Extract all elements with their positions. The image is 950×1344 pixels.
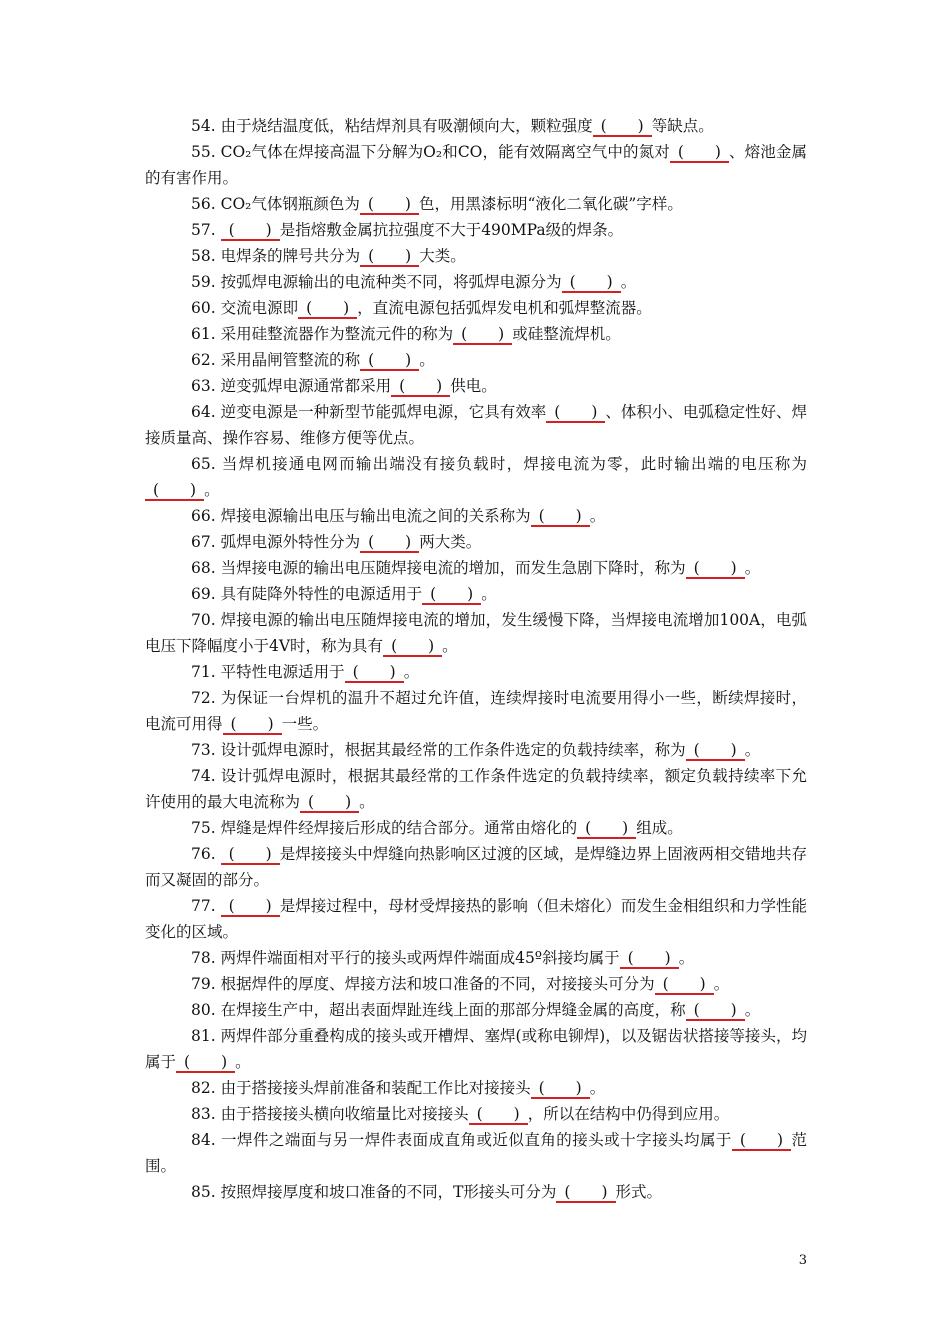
question-item [145,217,807,243]
question-item [145,971,807,997]
question-item [145,191,807,217]
question-text: 平特性电源适用于 [220,663,345,681]
answer-blank: ( ) [556,1179,615,1205]
answer-blank: ( ) [620,945,679,971]
question-text: 交流电源即 [220,299,299,317]
answer-blank: ( ) [531,503,590,529]
question-number: 72. [191,689,221,707]
answer-blank: ( ) [345,659,404,685]
question-text: 一些。 [281,715,329,733]
question-item [145,243,807,269]
question-text: 具有陡降外特性的电源适用于 [220,585,423,603]
answer-blank: ( ) [546,399,605,425]
question-text: 范围。 [145,1131,807,1175]
question-number: 63. [191,377,221,395]
answer-blank: ( ) [298,295,357,321]
answer-blank: ( ) [221,217,280,243]
question-text: CO₂气体钢瓶颜色为 [220,195,360,213]
question-text: 是指熔敷金属抗拉强度不大于490MPa级的焊条。 [279,221,624,239]
question-text: 、熔池金属的有害作用。 [145,143,807,187]
answer-blank: ( ) [223,711,282,737]
question-number: 60. [191,299,221,317]
question-list [145,113,807,1205]
question-number: 55. [191,143,221,161]
question-text: 。 [744,741,761,759]
question-item [145,841,807,893]
question-text: 设计弧焊电源时，根据其最经常的工作条件选定的负载持续率，称为 [220,741,686,759]
question-number: 76. [191,845,221,863]
question-item [145,451,807,503]
question-number: 79. [191,975,221,993]
answer-blank: ( ) [145,477,204,503]
question-item [145,659,807,685]
question-text: 形式。 [615,1183,663,1201]
question-text: 由于搭接接头焊前准备和装配工作比对接接头 [220,1079,531,1097]
question-text: 当焊接电源的输出电压随焊接电流的增加，而发生急剧下降时，称为 [220,559,686,577]
question-text: 。 [678,949,695,967]
question-text: 。 [442,637,458,655]
question-text: 。 [235,1053,251,1071]
question-text: 或硅整流焊机。 [512,325,621,343]
question-text: 电焊条的牌号共分为 [220,247,361,265]
question-text: 。 [204,481,220,499]
answer-blank: ( ) [383,633,442,659]
question-number: 75. [191,819,221,837]
question-number: 67. [191,533,221,551]
question-text: 采用晶闸管整流的称 [220,351,361,369]
question-number: 78. [191,949,221,967]
answer-blank: ( ) [360,529,419,555]
question-text: CO₂气体在焊接高温下分解为O₂和CO，能有效隔离空气中的氮对 [220,143,670,161]
question-text: 是焊接接头中焊缝向热影响区过渡的区域，是焊缝边界上固液两相交错地共存而又凝固的部分。 [145,845,807,889]
question-text: 在焊接生产中，超出表面焊趾连线上面的那部分焊缝金属的高度，称 [220,1001,686,1019]
answer-blank: ( ) [453,321,512,347]
question-text: 为保证一台焊机的温升不超过允许值，连续焊接时电流要用得小一些，断续焊接时，电流可用得 [145,689,807,733]
question-text: 。 [481,585,497,603]
question-number: 66. [191,507,221,525]
question-number: 57. [191,221,221,239]
question-text: 焊接电源的输出电压随焊接电流的增加，发生缓慢下降，当焊接电流增加100A，电弧电压下降幅度小于4V时，称为具有 [145,611,807,655]
question-text: 是焊接过程中，母材受焊接热的影响（但未熔化）而发生金相组织和力学性能变化的区域。 [145,897,807,941]
question-text: 。 [620,273,637,291]
question-text: 按弧焊电源输出的电流种类不同，将弧焊电源分为 [220,273,562,291]
question-text: 。 [359,793,375,811]
question-item [145,997,807,1023]
question-text: 由于烧结温度低，粘结焊剂具有吸潮倾向大，颗粒强度 [220,117,593,135]
question-item [145,945,807,971]
question-text: 色，用黑漆标明“液化二氧化碳”字样。 [418,195,683,213]
answer-blank: ( ) [593,113,652,139]
question-number: 58. [191,247,221,265]
question-text: 逆变弧焊电源通常都采用 [220,377,392,395]
question-text: 。 [744,559,761,577]
question-text: 。 [744,1001,761,1019]
question-text: 。 [589,1079,606,1097]
question-text: 。 [403,663,420,681]
question-text: 。 [419,351,435,369]
question-number: 61. [191,325,221,343]
question-item [145,607,807,659]
question-item [145,893,807,945]
question-item [145,555,807,581]
question-text: 逆变电源是一种新型节能弧焊电源，它具有效率 [220,403,547,421]
question-number: 73. [191,741,221,759]
question-item [145,373,807,399]
question-text: 弧焊电源外特性分为 [220,533,361,551]
question-number: 81. [191,1027,221,1045]
question-number: 54. [191,117,221,135]
question-text: 大类。 [419,247,466,265]
question-number: 80. [191,1001,221,1019]
question-number: 82. [191,1079,221,1097]
question-number: 62. [191,351,221,369]
answer-blank: ( ) [300,789,359,815]
question-number: 69. [191,585,221,603]
answer-blank: ( ) [391,373,450,399]
question-text: 两大类。 [419,533,482,551]
question-item [145,529,807,555]
question-number: 84. [191,1131,221,1149]
question-text: 焊接电源输出电压与输出电流之间的关系称为 [220,507,531,525]
question-number: 85. [191,1183,221,1201]
answer-blank: ( ) [686,555,745,581]
answer-blank: ( ) [670,139,729,165]
question-number: 77. [191,897,221,915]
question-text: 两焊件部分重叠构成的接头或开槽焊、塞焊(或称电铆焊)，以及锯齿状搭接等接头，均属于 [145,1027,807,1071]
question-item [145,763,807,815]
question-number: 59. [191,273,221,291]
answer-blank: ( ) [221,841,280,867]
question-number: 83. [191,1105,221,1123]
question-text: 两焊件端面相对平行的接头或两焊件端面成45º斜接均属于 [220,949,620,967]
answer-blank: ( ) [562,269,621,295]
question-number: 64. [191,403,221,421]
question-text: 组成。 [636,819,683,837]
question-text: 供电。 [450,377,497,395]
question-item [145,1023,807,1075]
answer-blank: ( ) [577,815,636,841]
question-item [145,321,807,347]
question-item [145,1101,807,1127]
question-number: 74. [191,767,221,785]
question-item [145,1127,807,1179]
question-text: 当焊机接通电网而输出端没有接负载时，焊接电流为零，此时输出端的电压称为 [220,455,807,473]
question-number: 65. [191,455,221,473]
answer-blank: ( ) [732,1127,791,1153]
question-text: 等缺点。 [651,117,714,135]
question-number: 56. [191,195,221,213]
question-item [145,347,807,373]
question-item [145,1179,807,1205]
question-text: 、体积小、电弧稳定性好、焊接质量高、操作容易、维修方便等优点。 [145,403,807,447]
answer-blank: ( ) [360,347,419,373]
question-item [145,581,807,607]
answer-blank: ( ) [221,893,280,919]
question-item [145,269,807,295]
question-item [145,815,807,841]
answer-blank: ( ) [531,1075,590,1101]
question-text: 按照焊接厚度和坡口准备的不同，T形接头可分为 [220,1183,557,1201]
question-text: 一焊件之端面与另一焊件表面成直角或近似直角的接头或十字接头均属于 [220,1131,732,1149]
question-text: ，直流电源包括弧焊发电机和弧焊整流器。 [357,299,652,317]
question-number: 71. [191,663,221,681]
question-item [145,503,807,529]
answer-blank: ( ) [422,581,481,607]
answer-blank: ( ) [360,243,419,269]
question-text: 。 [713,975,730,993]
question-text: 由于搭接接头横向收缩量比对接接头 [220,1105,469,1123]
question-item [145,139,807,191]
question-text: 焊缝是焊件经焊接后形成的结合部分。通常由熔化的 [220,819,578,837]
question-item [145,737,807,763]
question-text: 设计弧焊电源时，根据其最经常的工作条件选定的负载持续率，额定负载持续率下允许使用的最大电流称为 [145,767,807,811]
question-text: 采用硅整流器作为整流元件的称为 [220,325,454,343]
question-number: 68. [191,559,221,577]
question-item [145,399,807,451]
answer-blank: ( ) [686,737,745,763]
question-item [145,685,807,737]
answer-blank: ( ) [655,971,714,997]
page-number: 3 [798,1253,807,1268]
answer-blank: ( ) [176,1049,235,1075]
question-text: ，所以在结构中仍得到应用。 [527,1105,730,1123]
question-item [145,295,807,321]
question-text: 。 [589,507,606,525]
answer-blank: ( ) [360,191,419,217]
question-item [145,113,807,139]
answer-blank: ( ) [469,1101,528,1127]
question-number: 70. [191,611,221,629]
question-text: 根据焊件的厚度、焊接方法和坡口准备的不同，对接接头可分为 [220,975,655,993]
question-item [145,1075,807,1101]
answer-blank: ( ) [686,997,745,1023]
